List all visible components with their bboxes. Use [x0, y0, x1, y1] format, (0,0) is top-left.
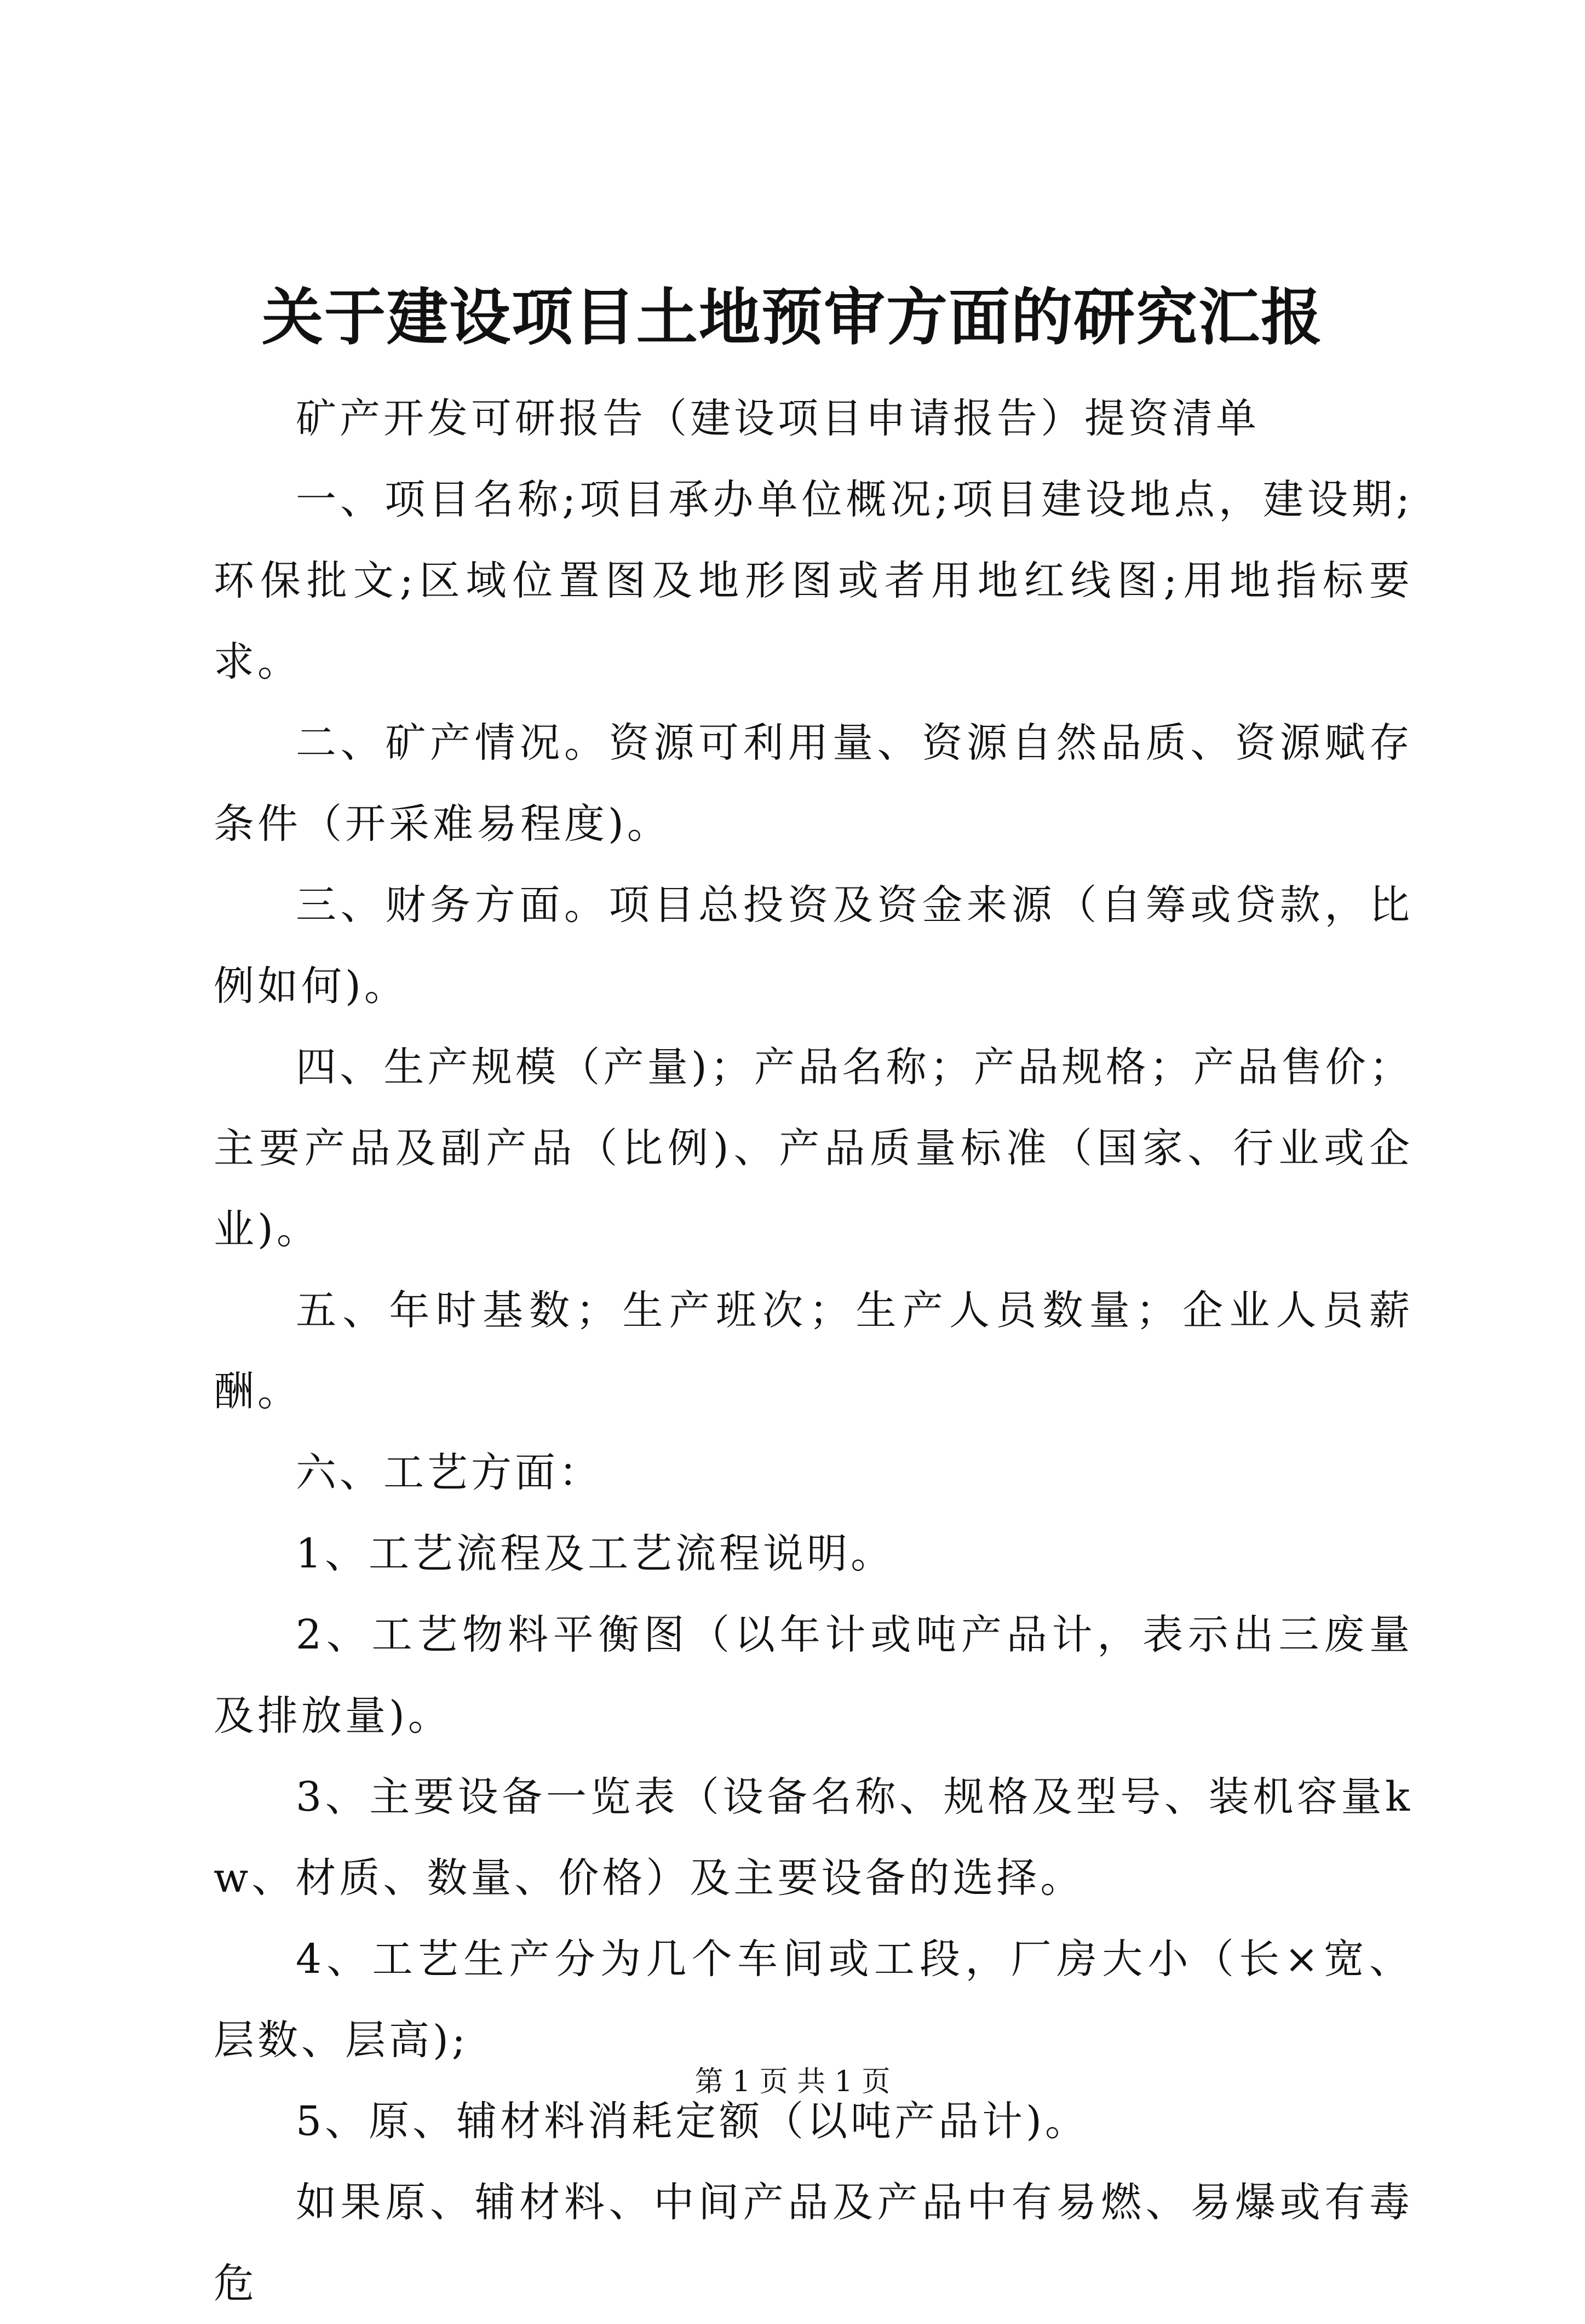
paragraph-item-5: 五、年时基数；生产班次；生产人员数量；企业人员薪酬。	[214, 1287, 1413, 1415]
paragraph-item-3: 三、财务方面。项目总投资及资金来源（自筹或贷款，比例如何)。	[214, 881, 1413, 1010]
paragraph-subitem-1: 1、工艺流程及工艺流程说明。	[296, 1530, 895, 1577]
paragraph-subitem-3: 3、主要设备一览表（设备名称、规格及型号、装机容量kw、材质、数量、价格）及主要设备的选择。	[214, 1773, 1413, 1902]
paragraph-item-6: 六、工艺方面：	[296, 1449, 602, 1496]
document-body	[214, 378, 1413, 2324]
paragraph-list-heading: 矿产开发可研报告（建设项目申请报告）提资清单	[296, 395, 1260, 442]
paragraph-item-1: 一、项目名称;项目承办单位概况;项目建设地点，建设期;环保批文;区域位置图及地形图或者用地红线图;用地指标要求。	[214, 476, 1413, 685]
paragraph-subitem-2: 2、工艺物料平衡图（以年计或吨产品计，表示出三废量及排放量)。	[214, 1611, 1413, 1739]
paragraph-continuation: 如果原、辅材料、中间产品及产品中有易燃、易爆或有毒危	[214, 2179, 1413, 2307]
page-footer: 第 1 页 共 1 页	[694, 2065, 891, 2098]
paragraph-item-2: 二、矿产情况。资源可利用量、资源自然品质、资源赋存条件（开采难易程度)。	[214, 719, 1413, 848]
paragraph-subitem-4: 4、工艺生产分为几个车间或工段，厂房大小（长×宽、层数、层高);	[214, 1936, 1413, 2064]
document-title: 关于建设项目土地预审方面的研究汇报	[262, 282, 1323, 353]
paragraph-item-4: 四、生产规模（产量)；产品名称；产品规格；产品售价；主要产品及副产品（比例)、产品质量标准（国家、行业或企业)。	[214, 1044, 1413, 1253]
paragraph-subitem-5: 5、原、辅材料消耗定额（以吨产品计)。	[296, 2098, 1089, 2145]
